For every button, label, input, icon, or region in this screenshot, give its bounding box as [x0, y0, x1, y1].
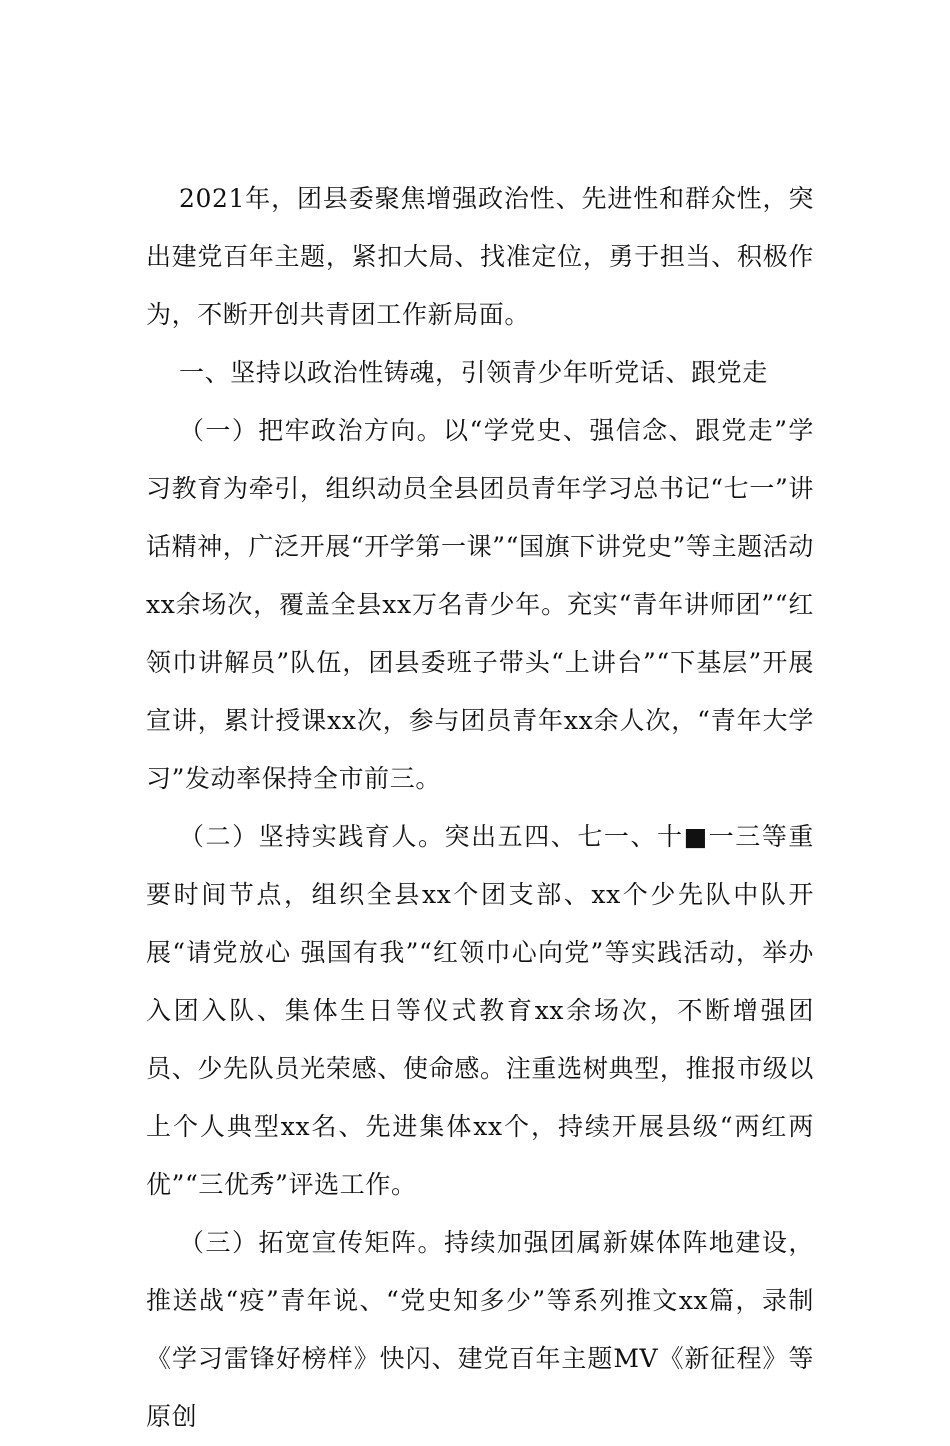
paragraph-practice-education: （二）坚持实践育人。突出五四、七一、十■一三等重要时间节点，组织全县xx个团支部、xx个少先队中队开展“请党放心 强国有我”“红领巾心向党”等实践活动，举办入团入队、集体生日等仪式教育xx余场次，不断增强团员、少先队员光荣感、使命感。注重选树典型，推报市级以上个人典型xx名、先进集体xx个，持续开展县级“两红两优”“三优秀”评选工作。	[146, 822, 814, 1199]
paragraph-political-direction: （一）把牢政治方向。以“学党史、强信念、跟党走”学习教育为牵引，组织动员全县团员青年学习总书记“七一”讲话精神，广泛开展“开学第一课”“国旗下讲党史”等主题活动xx余场次，覆盖全县xx万名青少年。充实“青年讲师团”“红领巾讲解员”队伍，团县委班子带头“上讲台”“下基层”开展宣讲，累计授课xx次，参与团员青年xx余人次，“青年大学习”发动率保持全市前三。	[146, 416, 814, 793]
intro-paragraph: 2021年，团县委聚焦增强政治性、先进性和群众性，突出建党百年主题，紧扣大局、找准定位，勇于担当、积极作为，不断开创共青团工作新局面。	[146, 184, 814, 329]
paragraph-publicity-matrix: （三）拓宽宣传矩阵。持续加强团属新媒体阵地建设，推送战“疫”青年说、“党史知多少”等系列推文xx篇，录制《学习雷锋好榜样》快闪、建党百年主题MV《新征程》等原创	[146, 1228, 814, 1431]
document-body	[146, 170, 814, 1446]
section-heading-1: 一、坚持以政治性铸魂，引领青少年听党话、跟党走	[179, 358, 768, 387]
